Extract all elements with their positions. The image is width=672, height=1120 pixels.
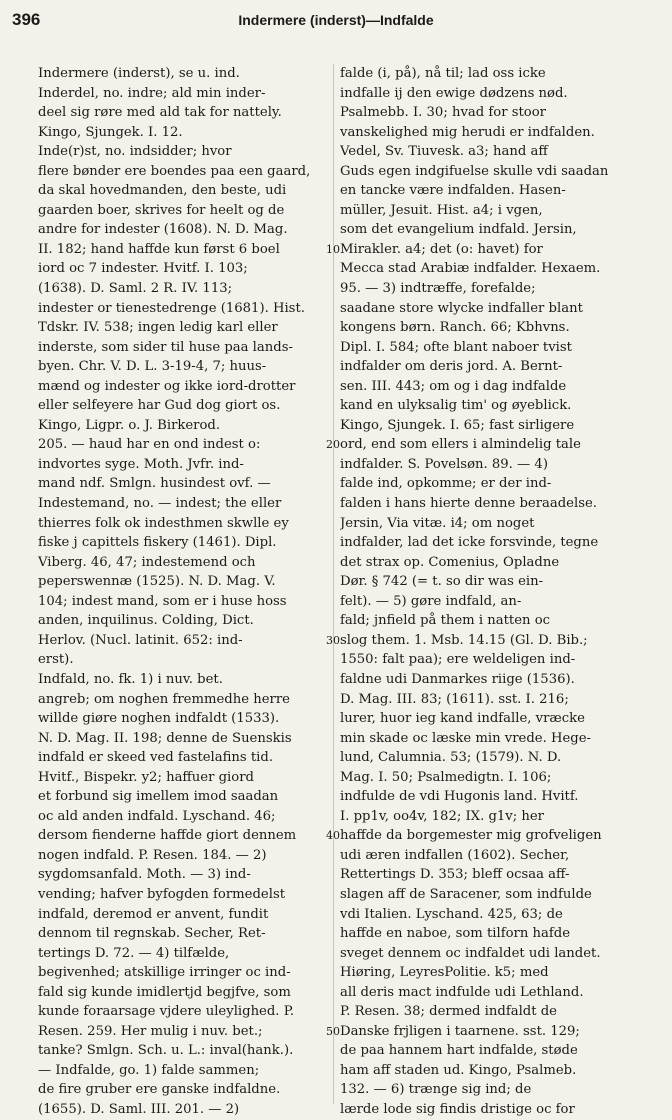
page-header — [8, 6, 664, 32]
left-column-line: andre for indester (1608). N. D. Mag. — [38, 222, 288, 238]
left-column-line: indester or tienestedrenge (1681). Hist. — [38, 300, 305, 316]
left-column-line: indfald er skeed ved fastelafins tid. — [38, 750, 274, 766]
left-column-line: kunde foraarsage vjdere uleylighed. P. — [38, 1004, 295, 1020]
right-column-line: kand en ulyksalig tim' og øyeblick. — [340, 398, 572, 414]
right-column-line: Mecca stad Arabiæ indfalder. Hexaem. — [340, 261, 601, 277]
left-column-line: indvortes syge. Moth. Jvfr. ind- — [38, 456, 244, 472]
running-head: Indermere (inderst)—Indfalde — [238, 12, 434, 28]
left-column-line: nogen indfald. P. Resen. 184. — 2) — [38, 847, 267, 863]
line-number: 30 — [326, 633, 340, 647]
right-column-line: indfalder. S. Povelsøn. 89. — 4) — [340, 456, 548, 472]
right-column-line: haffde en naboe, som tilforn hafde — [340, 926, 571, 942]
right-column-line: indfalder, lad det icke forsvinde, tegne — [340, 535, 599, 551]
left-column-line: mand ndf. Smlgn. husindest ovf. — — [38, 476, 271, 492]
left-column-line: anden, inquilinus. Colding, Dict. — [38, 613, 254, 629]
right-column-line: vanskelighed mig herudi er indfalden. — [340, 124, 595, 140]
right-column-line: som det evangelium indfald. Jersin, — [340, 222, 577, 238]
left-column-line: de fire gruber ere ganske indfaldne. — [38, 1082, 281, 1098]
right-column-line: Guds egen indgifuelse skulle vdi saadan — [340, 163, 609, 179]
left-column-line: Indestemand, no. — indest; the eller — [38, 496, 282, 512]
left-column-line: sygdomsanfald. Moth. — 3) ind- — [38, 867, 251, 883]
line-number: 40 — [326, 829, 340, 843]
left-column-line: deel sig røre med ald tak for nattely. — [38, 105, 282, 121]
right-column-line: Rettertings D. 353; bleff ocsaa aff- — [340, 867, 570, 883]
left-column-line: et forbund sig imellem imod saadan — [38, 789, 279, 805]
left-column-line: 205. — haud har en ond indest o: — [38, 437, 261, 453]
left-column-line: N. D. Mag. II. 198; denne de Suenskis — [38, 730, 292, 746]
left-column-line: flere bønder ere boendes paa een gaard, — [38, 163, 311, 179]
right-column-line: slog them. 1. Msb. 14.15 (Gl. D. Bib.; — [340, 632, 588, 648]
left-column-line: Inde(r)st, no. indsidder; hvor — [38, 144, 232, 160]
right-column-line: Danske frjligen i taarnene. sst. 129; — [340, 1023, 580, 1039]
left-column-line: Herlov. (Nucl. latinit. 652: ind- — [38, 632, 243, 648]
left-column-line: dersom fienderne haffde giort dennem — [38, 828, 297, 844]
right-column-line: en tancke være indfalden. Hasen- — [340, 183, 566, 199]
left-column-line: erst). — [38, 652, 74, 668]
right-column-line: 1550: falt paa); ere weldeligen ind- — [340, 652, 576, 668]
page-number: 396 — [12, 10, 41, 29]
left-column — [38, 64, 328, 1120]
left-column-line: Hvitf., Bispekr. y2; haffuer giord — [38, 769, 254, 785]
right-column-line: vdi Italien. Lyschand. 425, 63; de — [340, 906, 563, 922]
left-column-line: vending; hafver byfogden formedelst — [38, 886, 286, 902]
right-column-line: müller, Jesuit. Hist. a4; i vgen, — [340, 202, 543, 218]
left-column-line: (1638). D. Saml. 2 R. IV. 113; — [38, 281, 233, 297]
right-column-line: lund, Calumnia. 53; (1579). N. D. — [340, 750, 562, 766]
right-column-line: felt). — 5) gøre indfald, an- — [340, 593, 522, 609]
right-column-line: D. Mag. III. 83; (1611). sst. I. 216; — [340, 691, 569, 707]
right-column-line: saadane store wlycke indfaller blant — [340, 300, 583, 316]
left-column-line: Indermere (inderst), se u. ind. — [38, 66, 240, 81]
left-column-line: Indfald, no. fk. 1) i nuv. bet. — [38, 671, 223, 687]
left-column-line: peperswennæ (1525). N. D. Mag. V. — [38, 574, 276, 590]
left-column-line: thierres folk ok indesthmen skwlle ey — [38, 515, 289, 531]
right-column-line: ord, end som ellers i almindelig tale — [340, 437, 581, 453]
right-column-line: fald; jnfield på them i natten oc — [340, 613, 551, 629]
left-column-line: 104; indest mand, som er i huse hoss — [38, 593, 287, 609]
right-column-line: Mag. I. 50; Psalmedigtn. I. 106; — [340, 769, 552, 785]
right-column-line: Psalmebb. I. 30; hvad for stoor — [340, 105, 546, 121]
left-column-line: begivenhed; atskillige irringer oc ind- — [38, 965, 291, 981]
right-column-line: falden i hans hierte denne beraadelse. — [340, 496, 597, 512]
line-number: 10 — [326, 242, 340, 256]
right-column-line: indfalder om deris jord. A. Bernt- — [340, 359, 563, 375]
right-column-line: faldne udi Danmarkes riige (1536). — [340, 671, 575, 687]
right-column-line: sveget dennem oc indfaldet udi landet. — [340, 945, 601, 961]
left-column-line: fiske j capittels fiskery (1461). Dipl. — [38, 535, 277, 551]
left-column-line: iord oc 7 indester. Hvitf. I. 103; — [38, 261, 248, 277]
right-column-line: Vedel, Sv. Tiuvesk. a3; hand aff — [340, 144, 548, 160]
right-column-line: sen. III. 443; om og i dag indfalde — [340, 378, 567, 394]
left-column-line: Resen. 259. Her mulig i nuv. bet.; — [38, 1023, 263, 1039]
right-column-line: all deris mact indfulde udi Lethland. — [340, 984, 584, 1000]
left-column-line: Kingo, Ligpr. o. J. Birkerod. — [38, 417, 221, 433]
right-column-line: falde (i, på), nå til; lad oss icke — [340, 66, 546, 81]
right-column-line: 132. — 6) trænge sig ind; de — [340, 1082, 532, 1098]
right-column-line: min skade oc læske min vrede. Hege- — [340, 730, 591, 746]
right-column-line: indfulde de vdi Hugonis land. Hvitf. — [340, 789, 579, 805]
right-column-line: Mirakler. a4; det (o: havet) for — [340, 241, 543, 257]
left-column-line: oc ald anden indfald. Lyschand. 46; — [38, 808, 276, 824]
left-column-line: angreb; om noghen fremmedhe herre — [38, 691, 290, 707]
left-column-line: Kingo, Sjungek. I. 12. — [38, 124, 183, 140]
left-column-line: byen. Chr. V. D. L. 3-19-4, 7; huus- — [38, 359, 267, 375]
right-column-line: Dør. § 742 (= t. so dir was ein- — [340, 574, 544, 590]
left-column-line: indfald, deremod er anvent, fundit — [38, 906, 269, 922]
left-column-line: eller selfeyere har Gud dog giort os. — [38, 398, 281, 414]
left-column-line: — Indfalde, go. 1) falde sammen; — [38, 1062, 260, 1078]
line-number: 50 — [326, 1024, 340, 1038]
left-column-line: willde giøre noghen indfaldt (1533). — [38, 711, 280, 727]
left-column-line: tanke? Smlgn. Sch. u. L.: inval(hank.). — [38, 1043, 294, 1059]
right-column-line: falde ind, opkomme; er der ind- — [340, 476, 552, 492]
right-column-line: kongens børn. Ranch. 66; Kbhvns. — [340, 320, 570, 336]
right-column-line: det strax op. Comenius, Opladne — [340, 554, 560, 570]
right-column-line: 95. — 3) indtræffe, forefalde; — [340, 281, 536, 297]
right-column — [340, 64, 660, 1120]
left-column-line: inderste, som sider til huse paa lands- — [38, 339, 293, 355]
right-column-line: lærde lode sig findis dristige oc for — [340, 1101, 575, 1117]
right-column-line: P. Resen. 38; dermed indfaldt de — [340, 1004, 557, 1020]
left-column-line: mænd og indester og ikke iord-drotter — [38, 378, 296, 394]
right-column-line: Kingo, Sjungek. I. 65; fast sirligere — [340, 417, 575, 433]
right-column-line: Jersin, Via vitæ. i4; om noget — [340, 515, 535, 531]
right-column-line: indfalle ij den ewige dødzens nød. — [340, 85, 568, 101]
right-column-line: haffde da borgemester mig grofveligen — [340, 828, 602, 844]
right-column-line: lurer, huor ieg kand indfalle, vræcke — [340, 711, 585, 727]
left-column-line: Tdskr. IV. 538; ingen ledig karl eller — [38, 320, 278, 336]
right-column-line: udi æren indfallen (1602). Secher, — [340, 847, 570, 863]
right-column-line: Hiøring, LeyresPolitie. k5; med — [340, 965, 549, 981]
left-column-line: gaarden boer, skrives for heelt og de — [38, 202, 285, 218]
right-column-line: ham aff staden ud. Kingo, Psalmeb. — [340, 1062, 577, 1078]
left-column-line: II. 182; hand haffde kun først 6 boel — [38, 241, 280, 257]
right-column-line: slagen aff de Saracener, som indfulde — [340, 886, 592, 902]
column-divider — [333, 64, 334, 1104]
right-column-line: I. pp1v, oo4v, 182; IX. g1v; her — [340, 808, 544, 824]
left-column-line: Inderdel, no. indre; ald min inder- — [38, 85, 266, 101]
left-column-line: fald sig kunde imidlertjd begjfve, som — [38, 984, 291, 1000]
left-column-line: (1655). D. Saml. III. 201. — 2) — [38, 1101, 240, 1117]
left-column-line: da skal hovedmanden, den beste, udi — [38, 183, 287, 199]
right-column-line: de paa hannem hart indfalde, støde — [340, 1043, 578, 1059]
left-column-line: Viberg. 46, 47; indestemend och — [38, 554, 256, 570]
right-column-line: Dipl. I. 584; ofte blant naboer tvist — [340, 339, 572, 355]
left-column-line: dennom til regnskab. Secher, Ret- — [38, 926, 266, 942]
line-number: 20 — [326, 438, 340, 452]
left-column-line: tertings D. 72. — 4) tilfælde, — [38, 945, 230, 961]
